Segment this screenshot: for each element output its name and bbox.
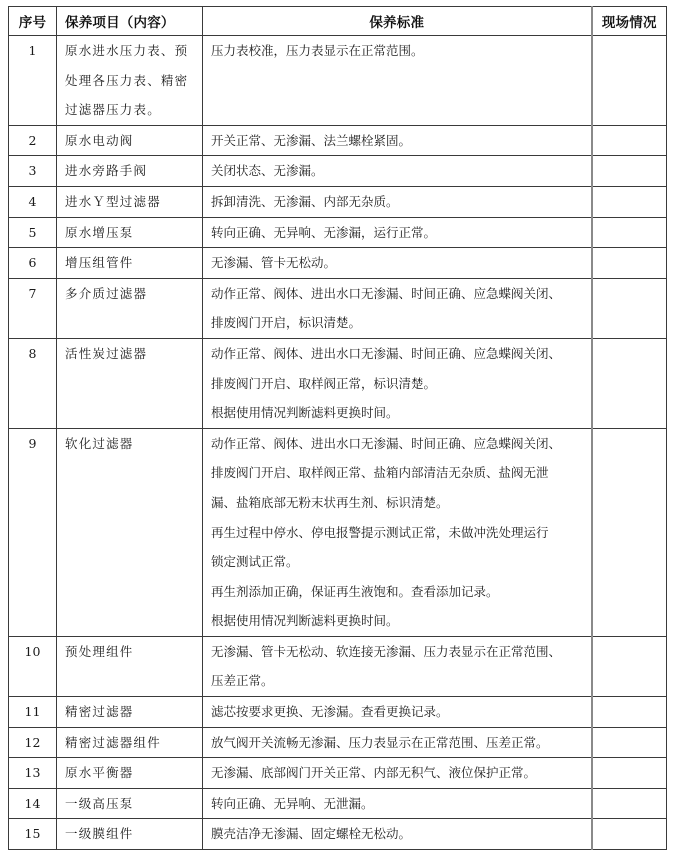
- table-row: [9, 788, 667, 819]
- row-number: 14: [9, 788, 57, 819]
- row-site-status-cell[interactable]: [592, 217, 667, 248]
- row-standard: [203, 758, 592, 789]
- row-standard: [203, 217, 592, 248]
- row-standard: [203, 636, 592, 696]
- table-row: [9, 428, 667, 636]
- row-standard: [203, 278, 592, 338]
- row-standard: [203, 125, 592, 156]
- row-site-status-cell[interactable]: [592, 819, 667, 850]
- item-text-line: 增压组管件: [65, 255, 134, 271]
- row-standard: [203, 819, 592, 850]
- row-standard: [203, 186, 592, 217]
- item-text-line: 原水电动阀: [65, 132, 134, 148]
- row-item: [57, 727, 203, 758]
- table-row: [9, 186, 667, 217]
- standard-text-line: 排废阀门开启、取样阀正常，标识清楚。: [211, 375, 437, 391]
- standard-text-line: 根据使用情况判断滤料更换时间。: [211, 613, 399, 629]
- row-number: 11: [9, 697, 57, 728]
- row-site-status-cell[interactable]: [592, 758, 667, 789]
- row-number: 7: [9, 278, 57, 338]
- header-item: 保养项目（内容）: [57, 7, 203, 36]
- table-row: [9, 697, 667, 728]
- row-item: [57, 36, 203, 126]
- item-text-line: 多介质过滤器: [65, 285, 148, 301]
- row-site-status-cell[interactable]: [592, 697, 667, 728]
- table-row: [9, 278, 667, 338]
- table-header-row: [9, 7, 667, 36]
- row-number: 10: [9, 636, 57, 696]
- row-item: [57, 186, 203, 217]
- row-site-status-cell[interactable]: [592, 278, 667, 338]
- row-item: [57, 248, 203, 279]
- row-standard: [203, 727, 592, 758]
- row-site-status-cell[interactable]: [592, 156, 667, 187]
- table-row: [9, 36, 667, 126]
- table-row: [9, 727, 667, 758]
- item-text-line: 精密过滤器组件: [65, 734, 161, 750]
- item-text-line: 一级膜组件: [65, 826, 134, 842]
- standard-text-line: 根据使用情况判断滤料更换时间。: [211, 405, 399, 421]
- row-site-status-cell[interactable]: [592, 186, 667, 217]
- table-row: [9, 217, 667, 248]
- row-item: [57, 278, 203, 338]
- table-body: [9, 36, 667, 850]
- item-text-line: 过滤器压力表。: [65, 102, 161, 118]
- row-site-status-cell[interactable]: [592, 428, 667, 636]
- table-row: [9, 248, 667, 279]
- row-site-status-cell[interactable]: [592, 636, 667, 696]
- item-text-line: 原水平衡器: [65, 765, 134, 781]
- row-number: 5: [9, 217, 57, 248]
- row-item: [57, 697, 203, 728]
- row-number: 13: [9, 758, 57, 789]
- row-standard: [203, 338, 592, 428]
- item-text-line: 活性炭过滤器: [65, 345, 148, 361]
- row-site-status-cell[interactable]: [592, 338, 667, 428]
- row-number: 3: [9, 156, 57, 187]
- table-row: [9, 125, 667, 156]
- item-text-line: 预处理组件: [65, 643, 134, 659]
- row-item: [57, 428, 203, 636]
- row-site-status-cell[interactable]: [592, 788, 667, 819]
- item-text-line: 精密过滤器: [65, 704, 134, 720]
- item-text-line: 原水进水压力表、预: [65, 43, 189, 58]
- standard-text-line: 压力表校准，压力表显示在正常范围。: [211, 43, 424, 58]
- table-row: [9, 338, 667, 428]
- standard-text-line: 锁定测试正常。: [211, 554, 299, 570]
- item-text-line: 进水旁路手阀: [65, 163, 148, 179]
- row-item: [57, 125, 203, 156]
- standard-text-line: 拆卸清洗、无渗漏、内部无杂质。: [211, 193, 399, 209]
- row-number: 2: [9, 125, 57, 156]
- item-text-line: 处理各压力表、精密: [65, 72, 189, 88]
- row-item: [57, 156, 203, 187]
- maintenance-document: [8, 6, 666, 850]
- item-text-line: 进水Ｙ型过滤器: [65, 193, 161, 209]
- standard-text-line: 放气阀开关流畅无渗漏、压力表显示在正常范围、压差正常。: [211, 734, 549, 750]
- header-site: 现场情况: [592, 7, 667, 36]
- row-standard: [203, 788, 592, 819]
- row-item: [57, 758, 203, 789]
- row-item: [57, 636, 203, 696]
- row-standard: [203, 697, 592, 728]
- standard-text-line: 再生过程中停水、停电报警提示测试正常，未做冲洗处理运行: [211, 524, 549, 540]
- row-item: [57, 819, 203, 850]
- row-standard: [203, 248, 592, 279]
- row-number: 4: [9, 186, 57, 217]
- table-row: [9, 636, 667, 696]
- row-number: 9: [9, 428, 57, 636]
- row-item: [57, 217, 203, 248]
- item-text-line: 软化过滤器: [65, 435, 134, 451]
- item-text-line: 一级高压泵: [65, 795, 134, 811]
- standard-text-line: 膜壳洁净无渗漏、固定螺栓无松动。: [211, 826, 412, 842]
- standard-text-line: 转向正确、无异响、无泄漏。: [211, 795, 374, 811]
- row-number: 15: [9, 819, 57, 850]
- standard-text-line: 开关正常、无渗漏、法兰螺栓紧固。: [211, 132, 412, 148]
- standard-text-line: 动作正常、阀体、进出水口无渗漏、时间正确、应急蝶阀关闭、: [211, 435, 562, 451]
- row-site-status-cell[interactable]: [592, 248, 667, 279]
- table-row: [9, 758, 667, 789]
- standard-text-line: 排废阀门开启、取样阀正常、盐箱内部清洁无杂质、盐阀无泄: [211, 465, 549, 481]
- row-site-status-cell[interactable]: [592, 727, 667, 758]
- row-number: 12: [9, 727, 57, 758]
- standard-text-line: 转向正确、无异响、无渗漏，运行正常。: [211, 224, 437, 240]
- standard-text-line: 动作正常、阀体、进出水口无渗漏、时间正确、应急蝶阀关闭、: [211, 285, 562, 301]
- row-standard: [203, 428, 592, 636]
- standard-text-line: 漏、盐箱底部无粉末状再生剂、标识清楚。: [211, 494, 449, 510]
- table-row: [9, 156, 667, 187]
- header-no: 序号: [9, 7, 57, 36]
- standard-text-line: 再生剂添加正确，保证再生液饱和。查看添加记录。: [211, 583, 499, 599]
- row-item: [57, 338, 203, 428]
- standard-text-line: 无渗漏、管卡无松动。: [211, 255, 337, 271]
- item-text-line: 原水增压泵: [65, 224, 134, 240]
- standard-text-line: 压差正常。: [211, 673, 274, 689]
- standard-text-line: 关闭状态、无渗漏。: [211, 163, 324, 179]
- row-site-status-cell[interactable]: [592, 36, 667, 126]
- header-standard: 保养标准: [203, 7, 592, 36]
- row-number: 8: [9, 338, 57, 428]
- standard-text-line: 无渗漏、底部阀门开关正常、内部无积气、液位保护正常。: [211, 765, 537, 781]
- row-item: [57, 788, 203, 819]
- standard-text-line: 滤芯按要求更换、无渗漏。查看更换记录。: [211, 704, 449, 720]
- maintenance-table: [8, 6, 667, 850]
- table-row: [9, 819, 667, 850]
- row-number: 1: [9, 36, 57, 126]
- standard-text-line: 动作正常、阀体、进出水口无渗漏、时间正确、应急蝶阀关闭、: [211, 345, 562, 361]
- row-standard: [203, 156, 592, 187]
- row-site-status-cell[interactable]: [592, 125, 667, 156]
- row-number: 6: [9, 248, 57, 279]
- standard-text-line: 排废阀门开启，标识清楚。: [211, 315, 362, 331]
- standard-text-line: 无渗漏、管卡无松动、软连接无渗漏、压力表显示在正常范围、: [211, 643, 562, 659]
- row-standard: [203, 36, 592, 126]
